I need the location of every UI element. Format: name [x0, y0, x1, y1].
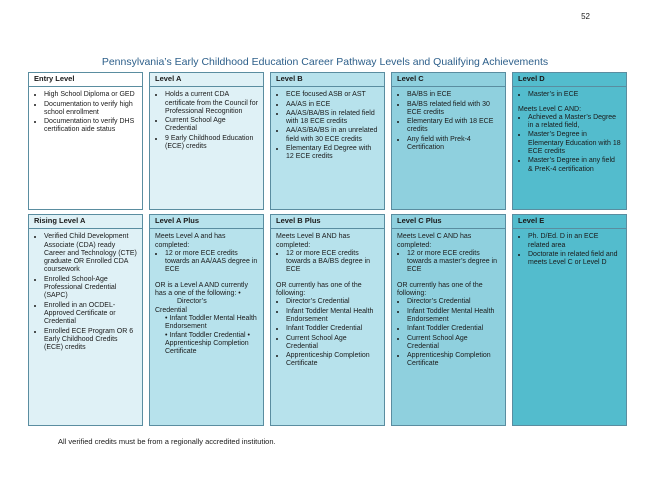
card-title: Level E: [513, 215, 626, 229]
list-item: • Documentation to verify high school enrollment: [44, 101, 137, 118]
list-item: • Any field with Prek-4 Certification: [407, 136, 500, 153]
list-item: • Current School Age Credential: [407, 335, 500, 352]
list-item: • Current School Age Credential: [286, 335, 379, 352]
requirements-list: [518, 114, 621, 174]
requirements-list: [518, 91, 621, 99]
list-item: • 12 or more ECE credits towards a master’s degree in ECE: [407, 250, 500, 275]
list-item: • Director’s Credential: [407, 298, 500, 306]
card-level-a-plus: [149, 214, 264, 426]
list-item: • Infant Toddler Credential: [407, 325, 500, 333]
card-title: Level D: [513, 73, 626, 87]
list-item: • 12 or more ECE credits towards a BA/BS degree in ECE: [286, 250, 379, 275]
list-item: • AA/AS/BA/BS in related field with 18 ECE credits: [286, 110, 379, 127]
list-item: • Ph. D/Ed. D in an ECE related area: [528, 233, 621, 250]
footnote: All verified credits must be from a regionally accredited institution.: [58, 437, 276, 446]
or-text: OR is a Level A AND currently has a one of the following: •: [155, 281, 248, 298]
list-item: • Enrolled School-Age Professional Credential (SAPC): [44, 276, 137, 301]
card-title: Level B Plus: [271, 215, 384, 229]
list-item: • Master’s Degree in any field & PreK-4 certification: [528, 157, 621, 174]
list-item: • AA/AS in ECE: [286, 101, 379, 109]
list-item: • Infant Toddler Credential: [286, 325, 379, 333]
card-level-e: [512, 214, 627, 426]
requirements-list: [276, 250, 379, 275]
card-rising-level-a: [28, 214, 143, 426]
list-item: • 9 Early Childhood Education (ECE) credits: [165, 135, 258, 152]
card-level-c-plus: [391, 214, 506, 426]
list-item: Credential: [155, 306, 187, 314]
requirements-list: [155, 91, 258, 151]
list-item: • BA/BS in ECE: [407, 91, 500, 99]
or-text: OR currently has one of the following:: [276, 281, 362, 298]
list-item: • 12 or more ECE credits towards an AA/AAS degree in ECE: [165, 250, 258, 275]
or-text: OR currently has one of the following:: [397, 281, 483, 298]
list-item: • Infant Toddler Mental Health Endorsement: [286, 308, 379, 325]
list-item: • Doctorate in related field and meets Level C or Level D: [528, 251, 621, 268]
card-intro: Meets Level B AND has completed:: [276, 233, 350, 249]
requirements-list: [155, 250, 258, 275]
list-item: • Apprenticeship Completion Certificate: [407, 352, 500, 369]
list-item: • Documentation to verify DHS certification aide status: [44, 118, 137, 135]
card-intro: Meets Level C AND:: [518, 105, 582, 113]
list-item: • Infant Toddler Credential •: [165, 331, 250, 339]
list-item: Director’s: [177, 298, 207, 306]
card-entry-level: [28, 72, 143, 210]
list-item: • AA/AS/BA/BS in an unrelated field with 30 ECE credits: [286, 127, 379, 144]
list-item: • High School Diploma or GED: [44, 91, 137, 99]
list-item: • Elementary Ed with 18 ECE credits: [407, 118, 500, 135]
list-item: • Master’s in ECE: [528, 91, 621, 99]
card-intro: Meets Level C AND has completed:: [397, 233, 472, 249]
requirements-list: [276, 91, 379, 161]
page-title: Pennsylvania’s Early Childhood Education Career Pathway Levels and Qualifying Achievements: [101, 56, 549, 68]
requirements-list: [34, 91, 137, 134]
list-item: • Current School Age Credential: [165, 117, 258, 134]
list-item: • Master’s Degree in Elementary Education with 18 ECE credits: [528, 131, 621, 156]
card-title: Entry Level: [29, 73, 142, 87]
card-title: Rising Level A: [29, 215, 142, 229]
card-title: Level A: [150, 73, 263, 87]
list-item: • Infant Toddler Mental Health Endorsement: [407, 308, 500, 325]
page-number: 52: [581, 12, 590, 21]
list-item: • Verified Child Development Associate (CDA) ready Career and Technology (CTE) graduate OR Enrolled CDA coursework: [44, 233, 137, 274]
card-level-a: [149, 72, 264, 210]
list-item: • Director’s Credential: [286, 298, 379, 306]
list-item: • Elementary Ed Degree with 12 ECE credits: [286, 145, 379, 162]
card-title: Level C Plus: [392, 215, 505, 229]
card-title: Level C: [392, 73, 505, 87]
list-item: Apprenticeship Completion Certificate: [165, 339, 249, 356]
card-title: Level A Plus: [150, 215, 263, 229]
card-level-d: [512, 72, 627, 210]
requirements-list: [397, 298, 500, 368]
card-level-c: [391, 72, 506, 210]
card-level-b: [270, 72, 385, 210]
list-item: • Holds a current CDA certificate from the Council for Professional Recognition: [165, 91, 258, 116]
list-item: • Enrolled ECE Program OR 6 Early Childhood Credits (ECE) credits: [44, 328, 137, 353]
card-level-b-plus: [270, 214, 385, 426]
career-pathway-grid: [28, 72, 627, 426]
requirements-list: [276, 298, 379, 368]
list-item: • ECE focused ASB or AST: [286, 91, 379, 99]
list-item: • Infant Toddler Mental Health Endorsement: [165, 314, 257, 331]
requirements-list: [34, 233, 137, 352]
requirements-list: [397, 250, 500, 275]
list-item: • Enrolled in an OCDEL-Approved Certificate or Credential: [44, 302, 137, 327]
list-item: • Achieved a Master’s Degree in a related field,: [528, 114, 621, 131]
list-item: • Apprenticeship Completion Certificate: [286, 352, 379, 369]
requirements-list: [518, 233, 621, 267]
card-title: Level B: [271, 73, 384, 87]
card-intro: Meets Level A and has completed:: [155, 233, 226, 249]
requirements-list: [397, 91, 500, 152]
list-item: • BA/BS related field with 30 ECE credits: [407, 101, 500, 118]
